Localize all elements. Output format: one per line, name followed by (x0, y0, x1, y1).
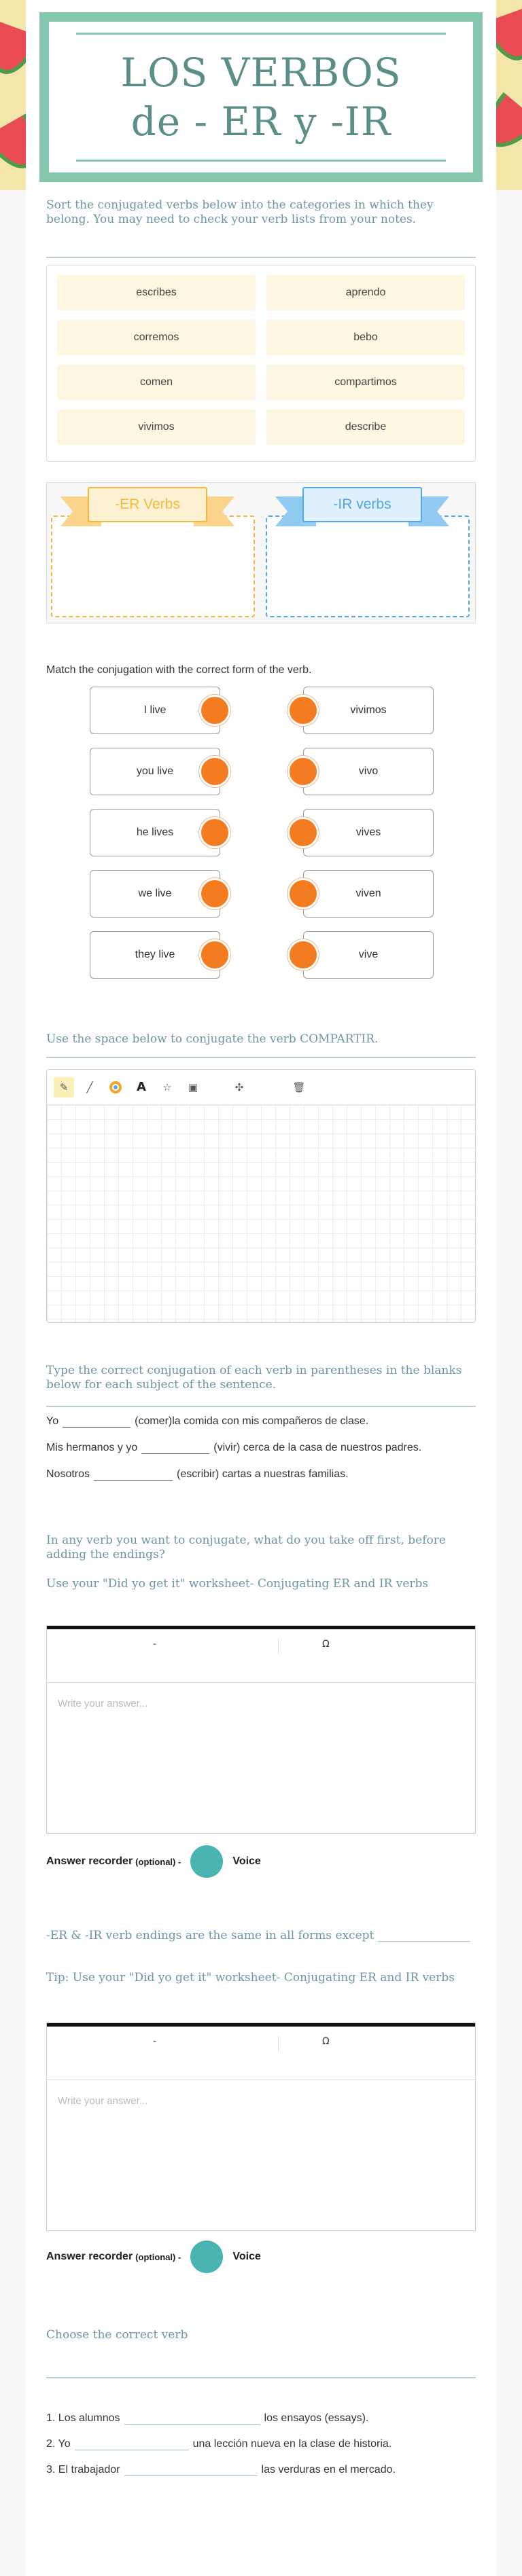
q1-answer-recorder: Answer recorder (optional) - Voice (46, 1845, 261, 1878)
match-left-item[interactable]: I live (90, 687, 220, 734)
match-right-item[interactable]: vivo (303, 748, 434, 795)
match-connector-dot[interactable] (288, 878, 319, 909)
match-left-item[interactable]: we live (90, 870, 220, 918)
verb-dropdown[interactable] (124, 2412, 260, 2425)
q1-tip: Use your "Did yo get it" worksheet- Conjugating ER and IR verbs (46, 1577, 429, 1591)
match-connector-dot[interactable] (288, 695, 319, 726)
page-title: LOS VERBOS de - ER y -IR (120, 50, 402, 145)
q2-answer-box (46, 2022, 476, 2231)
match-connector-dot[interactable] (199, 878, 230, 909)
image-icon[interactable]: ▣ (188, 1081, 198, 1093)
match-right-item[interactable]: vivimos (303, 687, 434, 734)
divider (46, 2377, 476, 2378)
ir-verbs-label: -IR verbs (302, 487, 422, 522)
sort-instruction: Sort the conjugated verbs below into the categories in which they belong. You may need to check your verb lists from your notes. (46, 198, 434, 226)
match-connector-dot[interactable] (199, 939, 230, 970)
q2-answer-recorder: Answer recorder (optional) - Voice (46, 2241, 261, 2273)
match-connector-dot[interactable] (288, 939, 319, 970)
title-card (39, 12, 483, 182)
choose-sentence: 1. Los alumnos los ensayos (essays). (46, 2412, 369, 2424)
verb-chip[interactable]: aprendo (266, 275, 465, 310)
blanks-instruction: Type the correct conjugation of each verb in parentheses in the blanks below for each subject of the sentence. (46, 1364, 462, 1392)
color-picker-icon[interactable] (105, 1077, 126, 1097)
sort-categories (46, 482, 476, 623)
divider (46, 257, 476, 258)
omega-icon[interactable]: Ω (322, 2036, 330, 2047)
verb-chip[interactable]: escribes (57, 275, 256, 310)
answer-blank[interactable] (63, 1415, 130, 1428)
verb-chip[interactable]: comen (57, 365, 256, 400)
trash-icon[interactable]: 🗑 (292, 1081, 306, 1093)
voice-record-button[interactable] (190, 2241, 223, 2273)
q2-tip: Tip: Use your "Did yo get it" worksheet- Conjugating ER and IR verbs (46, 1971, 455, 1984)
blank-sentence: Yo (comer)la comida con mis compañeros de clase. (46, 1415, 369, 1427)
text-tool-icon[interactable]: A (137, 1080, 146, 1094)
match-connector-dot[interactable] (199, 756, 230, 787)
pencil-icon[interactable]: ✎ (54, 1077, 74, 1097)
text-format-toolbar (47, 2023, 475, 2080)
voice-record-button[interactable] (190, 1845, 223, 1878)
drawing-area (46, 1069, 476, 1323)
match-instruction: Match the conjugation with the correct form of the verb. (46, 664, 312, 676)
omega-icon[interactable]: Ω (322, 1639, 330, 1650)
answer-blank[interactable] (94, 1468, 173, 1481)
bold-icon[interactable]: - (153, 1639, 157, 1650)
blank-sentence: Mis hermanos y yo (vivir) cerca de la casa de nuestros padres. (46, 1442, 422, 1453)
er-verbs-ribbon (60, 487, 237, 528)
match-connector-dot[interactable] (199, 817, 230, 848)
answer-blank[interactable] (141, 1442, 209, 1454)
match-right-item[interactable]: vive (303, 931, 434, 979)
verb-chip[interactable]: bebo (266, 320, 465, 355)
q2-question: -ER & -IR verb endings are the same in all forms except ________________ (46, 1929, 470, 1942)
worksheet-page (26, 0, 496, 2576)
ir-verbs-dropzone[interactable] (266, 515, 470, 617)
draw-instruction: Use the space below to conjugate the verb COMPARTIR. (46, 1032, 379, 1046)
drawing-toolbar (47, 1070, 475, 1105)
match-right-item[interactable]: viven (303, 870, 434, 918)
q1-answer-input[interactable]: Write your answer... (58, 1698, 148, 1709)
match-connector-dot[interactable] (288, 756, 319, 787)
divider (46, 1057, 476, 1058)
verb-dropdown[interactable] (124, 2464, 258, 2476)
choose-instruction: Choose the correct verb (46, 2328, 188, 2342)
drawing-canvas[interactable] (47, 1105, 475, 1322)
verb-chip[interactable]: compartimos (266, 365, 465, 400)
ir-verbs-ribbon (275, 487, 452, 528)
choose-sentence: 3. El trabajador las verduras en el mercado. (46, 2464, 396, 2475)
move-icon[interactable]: ✣ (234, 1081, 244, 1093)
star-stamp-icon[interactable]: ☆ (162, 1081, 172, 1093)
match-left-item[interactable]: he lives (90, 809, 220, 856)
q2-answer-input[interactable]: Write your answer... (58, 2095, 148, 2107)
choose-sentence: 2. Yo una lección nueva en la clase de historia. (46, 2438, 392, 2450)
match-right-item[interactable]: vives (303, 809, 434, 856)
blank-sentence: Nosotros (escribir) cartas a nuestras familias. (46, 1468, 349, 1480)
divider (46, 1406, 476, 1407)
verb-dropdown[interactable] (75, 2438, 189, 2450)
match-connector-dot[interactable] (199, 695, 230, 726)
bold-icon[interactable]: - (153, 2036, 157, 2047)
marker-icon[interactable]: ╱ (86, 1081, 93, 1093)
verb-chip[interactable]: corremos (57, 320, 256, 355)
er-verbs-label: -ER Verbs (88, 487, 207, 522)
match-left-item[interactable]: you live (90, 748, 220, 795)
q1-question: In any verb you want to conjugate, what do you take off first, before adding the endings? (46, 1534, 446, 1561)
verb-chip[interactable]: vivimos (57, 410, 256, 445)
er-verbs-dropzone[interactable] (51, 515, 255, 617)
match-connector-dot[interactable] (288, 817, 319, 848)
text-format-toolbar (47, 1626, 475, 1683)
match-left-item[interactable]: they live (90, 931, 220, 979)
q1-answer-box (46, 1625, 476, 1834)
verb-chip[interactable]: describe (266, 410, 465, 445)
sort-chip-bank (46, 265, 476, 462)
